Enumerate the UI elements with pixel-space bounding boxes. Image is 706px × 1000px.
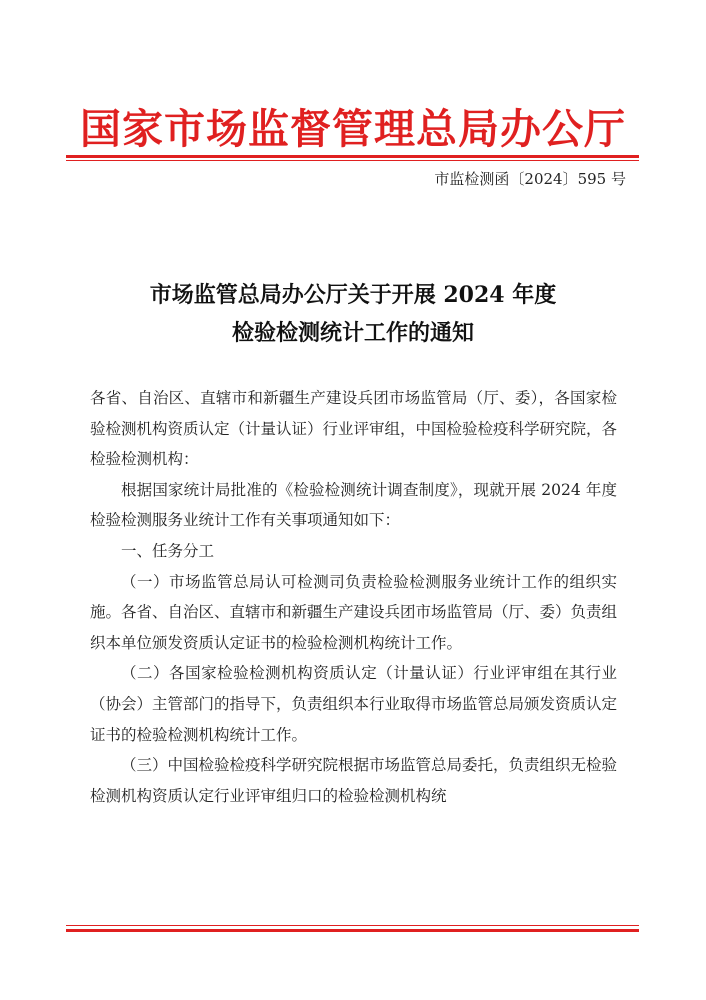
item-1-paragraph: （一）市场监管总局认可检测司负责检验检测服务业统计工作的组织实施。各省、自治区、直辖市和新疆生产建设兵团市场监管局（厅、委）负责组织本单位颁发资质认定证书的检验检测机构统计工作。	[90, 572, 618, 652]
section-heading-task-division: 一、任务分工	[121, 541, 215, 560]
document-title-line-2: 检验检测统计工作的通知	[231, 320, 474, 346]
document-title-line-1: 市场监管总局办公厅关于开展 2024 年度	[149, 282, 557, 308]
intro-paragraph: 根据国家统计局批准的《检验检测统计调查制度》，现就开展 2024 年度检验检测服务业统计工作有关事项通知如下：	[90, 480, 617, 530]
agency-header: 国家市场监督管理总局办公厅	[80, 105, 626, 153]
document-body	[90, 383, 617, 811]
addressees-paragraph: 各省、自治区、直辖市和新疆生产建设兵团市场监管局（厅、委），各国家检验检测机构资质认定（计量认证）行业评审组，中国检验检疫科学研究院，各检验检测机构：	[90, 389, 618, 469]
header-red-rule-thin	[66, 160, 639, 161]
item-2-paragraph: （二）各国家检验检测机构资质认定（计量认证）行业评审组在其行业（协会）主管部门的指导下，负责组织本行业取得市场监管总局颁发资质认定证书的检验检测机构统计工作。	[90, 664, 618, 744]
footer-red-rule-thick	[66, 929, 639, 932]
item-3-paragraph: （三）中国检验检疫科学研究院根据市场监管总局委托，负责组织无检验检测机构资质认定行业评审组归口的检验检测机构统	[90, 756, 618, 805]
document-number: 市监检测函〔2024〕595 号	[434, 170, 626, 188]
footer-red-rule-thin	[66, 925, 639, 926]
header-red-rule-thick	[66, 155, 639, 158]
